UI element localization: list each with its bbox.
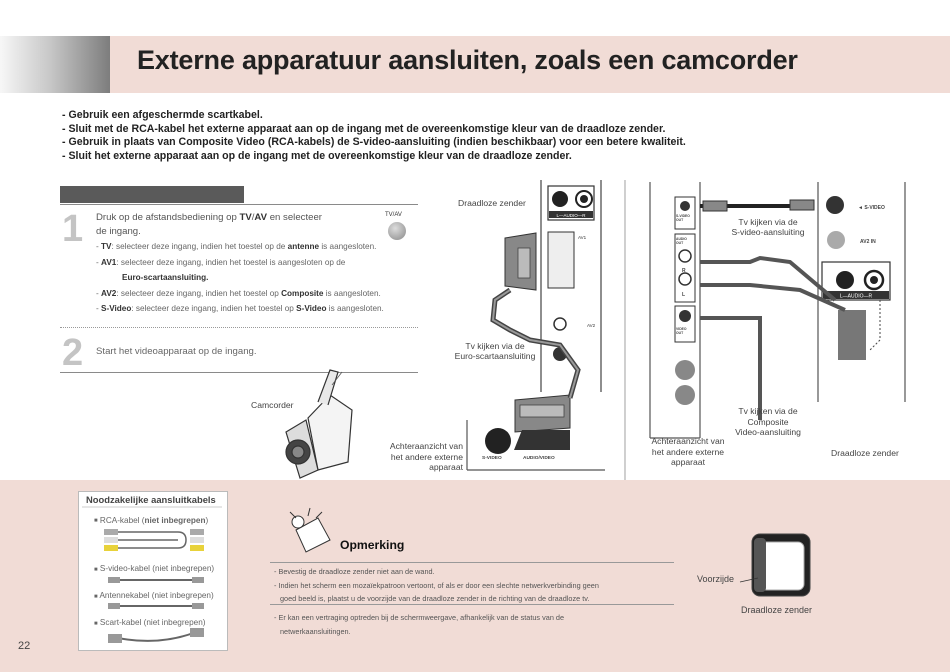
label-voorzijde: Voorzijde [697, 574, 735, 584]
step1-tv: TV [239, 212, 252, 223]
sub-item-av1: - AV1: selecteer deze ingang, indien het toestel is aangesloten op de [96, 257, 346, 267]
step1-text-part: Druk op de afstandsbediening op [96, 212, 240, 223]
step1-text-part: en selecteer [267, 212, 322, 223]
cables-title: Noodzakelijke aansluitkabels [86, 494, 216, 505]
intro-item: - Sluit met de RCA-kabel het externe apparaat aan op de ingang met de overeenkomstige kleur van de draadloze zender. [62, 122, 666, 135]
label-av2in: AV2 IN [860, 239, 876, 245]
label-svideo-out: S-VIDEO OUT [676, 214, 690, 222]
label-draadloze-zender-right: Draadloze zender [831, 448, 899, 458]
page-number: 22 [18, 640, 31, 652]
sub-item-tv: - TV: selecteer deze ingang, indien het toestel op de antenne is aangesloten. [96, 242, 377, 251]
cable-rca: ■ RCA-kabel (niet inbegrepen) [94, 516, 209, 525]
intro-item: - Gebruik in plaats van Composite Video (RCA-kabels) de S-video-aansluiting (indien beschikbaar) voor een betere kwaliteit. [62, 136, 686, 149]
note-item: - Bevestig de draadloze zender niet aan de wand. - Indien het scherm een mozaïekpatroon vertoont, of als er door een slechte netwerkverbinding geen goed beeld is, plaatst u de voorzijde van de draadloze zender in de richting van de draadloze tv. [274, 567, 599, 603]
cable-antenna: ■ Antennekabel (niet inbegrepen) [94, 591, 214, 600]
label-scart-a: Tv kijken via de [465, 341, 525, 351]
step2-text: Start het videoapparaat op de ingang. [96, 346, 257, 357]
step-number: 1 [62, 208, 84, 250]
label-composite: Tv kijken via de Composite Video-aansluiting [735, 406, 801, 437]
label-scart-b: Euro-scartaansluiting [454, 351, 536, 361]
tvav-label: TV/AV [385, 212, 402, 218]
label-rear-view: Achteraanzicht van het andere externe apparaat [389, 441, 463, 472]
divider [270, 604, 674, 605]
cable-scart: ■ Scart-kabel (niet inbegrepen) [94, 618, 206, 627]
step1-text-part: / [251, 212, 255, 223]
cable-svideo: ■ S-video-kabel (niet inbegrepen) [94, 564, 215, 573]
svg-text:AV1: AV1 [578, 235, 587, 240]
note-title: Opmerking [340, 538, 405, 552]
sub-item-av1-cont: Euro-scartaansluiting. [122, 273, 209, 282]
label-audio-out: AUDIO OUT [676, 237, 687, 245]
svg-text:L—AUDIO—R: L—AUDIO—R [556, 213, 586, 218]
label-video-out: VIDEO OUT [676, 327, 687, 335]
svg-text:L—AUDIO—R: L—AUDIO—R [839, 293, 873, 300]
label-svideo-port: S-VIDEO [482, 456, 502, 461]
label-rear-view-right: Achteraanzicht van het andere externe apparaat [651, 436, 725, 467]
label-svideo-a: Tv kijken via de [738, 217, 798, 227]
label-svideo-tag: ◄ S-VIDEO [858, 205, 885, 211]
intro-item: - Gebruik een afgeschermde scartkabel. [62, 109, 263, 121]
label-draadloze-zender: Draadloze zender [458, 198, 526, 208]
label-camcorder: Camcorder [251, 400, 294, 410]
page-title: Externe apparatuur aansluiten, zoals een camcorder [137, 45, 798, 75]
step1-av: AV [254, 212, 268, 223]
step-number: 2 [62, 332, 84, 374]
divider [270, 562, 674, 563]
svg-text:AV2: AV2 [587, 323, 596, 328]
sub-item-av2: - AV2: selecteer deze ingang, indien het toestel op Composite is aangesloten. [96, 288, 381, 298]
note-item: - Er kan een vertraging optreden bij de schermweergave, afhankelijk van de status van de netwerkaansluitingen. [274, 613, 565, 636]
sub-item-svideo: - S-Video: selecteer deze ingang, indien het toestel op S-Video is aangesloten. [96, 304, 384, 313]
label-svideo-b: S-video-aansluiting [731, 227, 805, 237]
label-r: R [682, 268, 686, 274]
label-device: Draadloze zender [741, 605, 813, 615]
label-audio-video-port: AUDIO/VIDEO [523, 456, 555, 461]
label-l: L [682, 292, 686, 298]
step1-text-part: de ingang. [96, 226, 141, 237]
intro-item: - Sluit het externe apparaat aan op de ingang met de overeenkomstige kleur van de draadloze zender. [62, 149, 572, 162]
